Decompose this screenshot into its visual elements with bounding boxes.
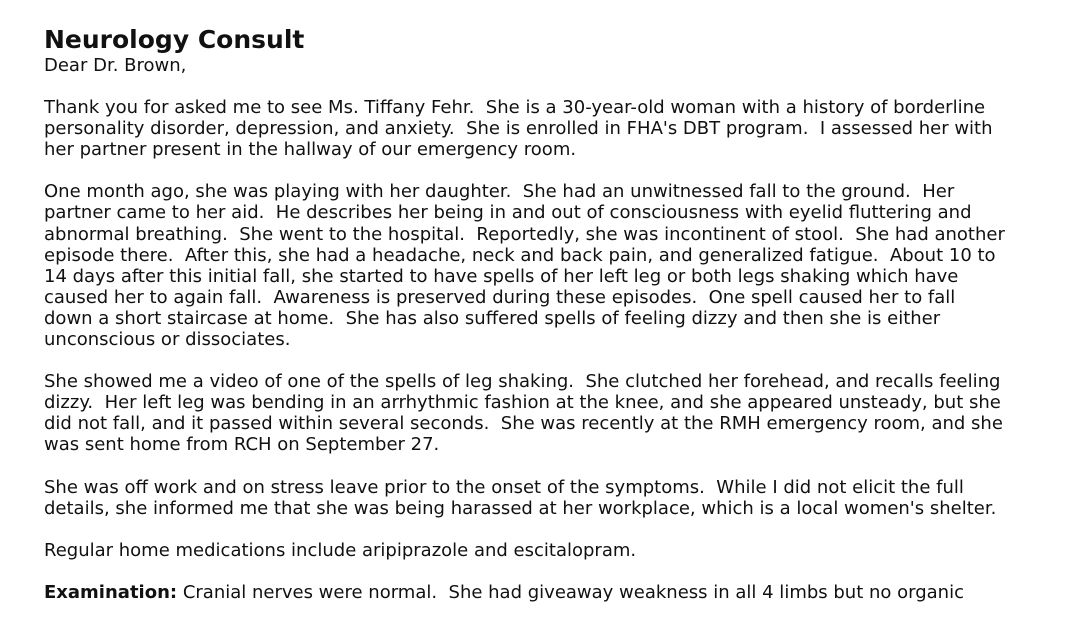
paragraph-line: partner came to her aid. He describes her being in and out of consciousness with eyelid fluttering and xyxy=(44,202,972,224)
paragraph-examination xyxy=(44,582,1054,603)
paragraph-video xyxy=(44,371,1054,455)
paragraph-line: her partner present in the hallway of our emergency room. xyxy=(44,139,577,161)
paragraph-line: abnormal breathing. She went to the hospital. Reportedly, she was incontinent of stool. She had another xyxy=(44,223,1005,245)
paragraph-line: She showed me a video of one of the spells of leg shaking. She clutched her forehead, and recalls feeling xyxy=(44,371,1001,393)
document-title: Neurology Consult xyxy=(44,25,305,54)
paragraph-line: details, she informed me that she was being harassed at her workplace, which is a local women's shelter. xyxy=(44,497,997,519)
paragraph-referral xyxy=(44,97,1054,160)
paragraph-line: Thank you for asked me to see Ms. Tiffany Fehr. She is a 30-year-old woman with a history of borderline xyxy=(44,97,986,119)
paragraph-line: 14 days after this initial fall, she started to have spells of her left leg or both legs shaking which have xyxy=(44,265,959,287)
salutation: Dear Dr. Brown, xyxy=(44,55,187,76)
paragraph-line: caused her to again fall. Awareness is preserved during these episodes. One spell caused her to fall xyxy=(44,286,956,308)
paragraph-history xyxy=(44,181,1054,350)
paragraph-line: unconscious or dissociates. xyxy=(44,329,291,351)
paragraph-line: She was off work and on stress leave prior to the onset of the symptoms. While I did not elicit the full xyxy=(44,476,964,498)
paragraph-medications xyxy=(44,540,1054,561)
paragraph-line: dizzy. Her left leg was bending in an arrhythmic fashion at the knee, and she appeared unsteady, but she xyxy=(44,392,1001,414)
paragraph-line: down a short staircase at home. She has also suffered spells of feeling dizzy and then she is either xyxy=(44,307,941,329)
consult-letter xyxy=(44,25,1054,624)
paragraph-line: personality disorder, depression, and anxiety. She is enrolled in FHA's DBT program. I assessed her with xyxy=(44,118,993,140)
paragraph-line: One month ago, she was playing with her daughter. She had an unwitnessed fall to the ground. Her xyxy=(44,181,955,203)
paragraph-line: episode there. After this, she had a headache, neck and back pain, and generalized fatigue. About 10 to xyxy=(44,244,996,266)
examination-text: Cranial nerves were normal. She had giveaway weakness in all 4 limbs but no organic xyxy=(177,581,964,603)
paragraph-line: was sent home from RCH on September 27. xyxy=(44,434,440,456)
examination-line xyxy=(44,582,1054,603)
paragraph-line: Regular home medications include aripiprazole and escitalopram. xyxy=(44,539,637,561)
paragraph-line: did not fall, and it passed within several seconds. She was recently at the RMH emergency room, and she xyxy=(44,413,1003,435)
paragraph-social xyxy=(44,477,1054,519)
examination-label: Examination: xyxy=(44,581,178,603)
